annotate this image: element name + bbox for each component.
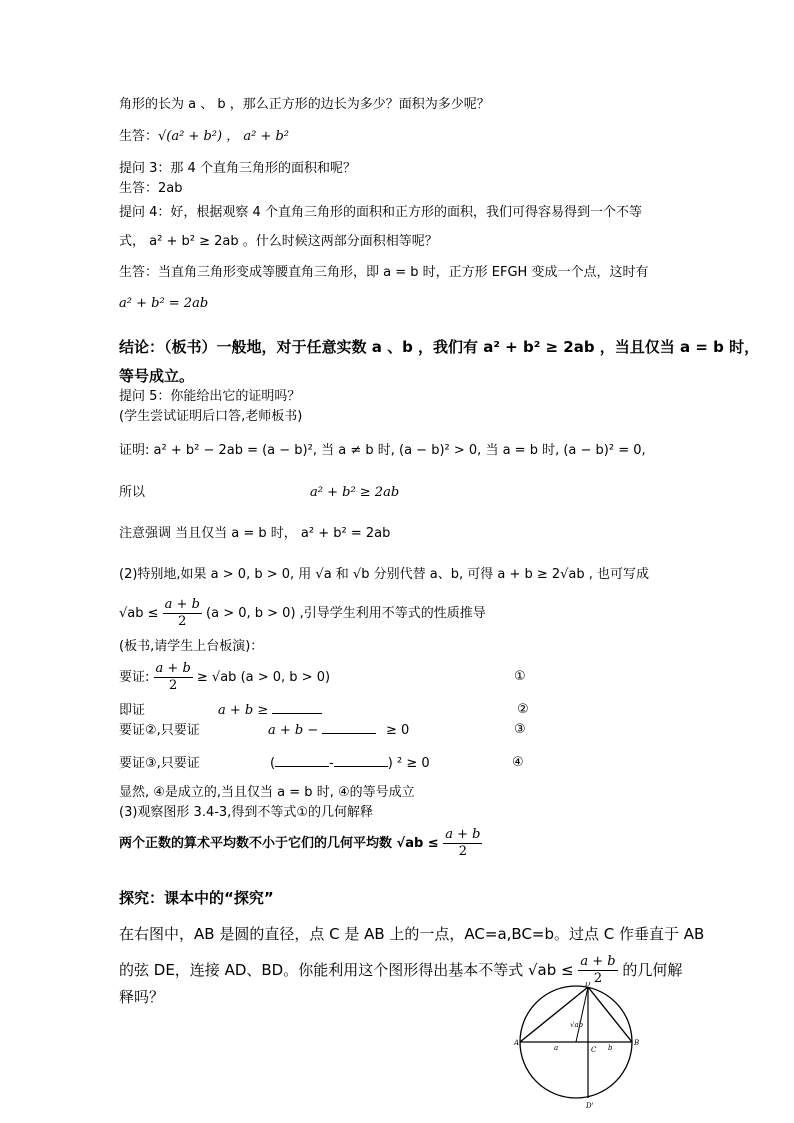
question-4-cont: 式， a² + b² ≥ 2ab 。什么时候这两部分面积相等呢？ — [119, 234, 438, 249]
marker-1: ① — [514, 669, 526, 684]
fraction-numerator: a + b — [155, 661, 191, 676]
answer-blank[interactable] — [272, 713, 322, 714]
fraction-numerator: a + b — [580, 954, 616, 969]
label-sqrt-ab: √ab — [570, 1021, 584, 1029]
circle-figure — [514, 982, 644, 1112]
label-a: a — [554, 1044, 559, 1052]
emphasis-line: 注意强调 当且仅当 a = b 时， a² + b² = 2ab — [119, 526, 391, 541]
marker-4: ④ — [512, 755, 524, 770]
point-e: D' — [586, 1102, 594, 1110]
label-b: b — [608, 1044, 613, 1052]
explore-text-1: 在右图中，AB 是圆的直径，点 C 是 AB 上的一点，AC=a,BC=b。过点 C 作垂直于 AB — [119, 925, 705, 943]
board-note: (板书,请学生上台板演)： — [119, 639, 264, 654]
conclusion: 结论：（板书）一般地，对于任意实数 a 、b ，我们有 a² + b² ≥ 2ab ，当且仅当 a = b 时， — [119, 338, 760, 356]
rewrite-lhs: √ab ≤ — [119, 606, 159, 621]
fraction-denominator: 2 — [178, 614, 187, 629]
fraction — [154, 661, 193, 694]
step-tail: ) ² ≥ 0 — [387, 756, 430, 771]
question-3: 提问 3：那 4 个直角三角形的面积和呢？ — [119, 161, 356, 176]
paren-open: ( — [270, 756, 276, 771]
fraction-numerator: a + b — [445, 827, 481, 842]
teacher-note: (学生尝试证明后口答,老师板书) — [119, 409, 303, 424]
rewrite-line — [119, 596, 486, 632]
answer-prefix: 生答： — [119, 129, 159, 144]
answer-blank[interactable] — [334, 766, 388, 767]
minus-sign: - — [329, 756, 334, 771]
step-math: a + b ≥ — [218, 703, 269, 718]
explore-text-3: 释吗？ — [119, 988, 165, 1006]
prove-step-2-math — [218, 702, 322, 720]
step-math: a + b − — [268, 723, 319, 738]
am-gm-statement — [119, 826, 482, 862]
rewrite-rhs: (a > 0, b > 0) ,引导学生利用不等式的性质推导 — [206, 606, 486, 621]
text-line: 角形的长为 a 、 b ，那么正方形的边长为多少？面积为多少呢？ — [119, 97, 490, 112]
special-case: (2)特别地,如果 a > 0, b > 0, 用 √a 和 √b 分别代替 a、b, 可得 a + b ≥ 2√ab , 也可写成 — [119, 567, 650, 582]
answer-blank[interactable] — [275, 766, 329, 767]
point-a: A — [514, 1039, 520, 1047]
observe-line: (3)观察图形 3.4-3,得到不等式①的几何解释 — [119, 805, 373, 820]
marker-3: ③ — [514, 722, 526, 737]
fraction-denominator: 2 — [169, 678, 178, 693]
point-c: C — [591, 1046, 597, 1054]
fraction-denominator: 2 — [458, 844, 467, 859]
proof-line: 证明: a² + b² − 2ab = (a − b)², 当 a ≠ b 时, (a − b)² > 0, 当 a = b 时, (a − b)² = 0, — [119, 443, 646, 458]
answer-math: √(a² + b²) ， a² + b² — [158, 129, 290, 144]
step-label: 要证: — [119, 670, 150, 685]
prove-step-4-math — [270, 755, 430, 773]
step-math: ≥ √ab (a > 0, b > 0) — [196, 670, 331, 685]
therefore-math: a² + b² ≥ 2ab — [310, 485, 400, 500]
student-answer-2: 生答：2ab — [119, 181, 183, 196]
prove-step-3-math — [268, 722, 376, 740]
equality-line: a² + b² = 2ab — [119, 296, 209, 311]
obvious-line: 显然, ④是成立的,当且仅当 a = b 时, ④的等号成立 — [119, 785, 415, 800]
conclusion-cont: 等号成立。 — [119, 367, 195, 385]
explore-text: 的弦 DE，连接 AD、BD。你能利用这个图形得出基本不等式 √ab ≤ — [119, 961, 574, 979]
statement-text: 两个正数的算术平均数不小于它们的几何平均数 √ab ≤ — [119, 836, 439, 851]
prove-step-3-rel: ≥ 0 — [386, 723, 410, 738]
explore-heading: 探究：课本中的“探究” — [119, 889, 274, 907]
fraction-numerator: a + b — [164, 597, 200, 612]
fraction — [443, 827, 482, 860]
fraction — [163, 597, 202, 630]
therefore-label: 所以 — [119, 485, 146, 500]
prove-step-3-label: 要证②,只要证 — [119, 723, 200, 738]
question-4: 提问 4：好，根据观察 4 个直角三角形的面积和正方形的面积，我们可得容易得到一个不等 — [119, 205, 642, 220]
point-b: B — [634, 1039, 640, 1047]
point-d: D — [585, 982, 591, 988]
prove-step-1 — [119, 660, 330, 696]
answer-blank[interactable] — [322, 733, 376, 734]
student-answer-3: 生答：当直角三角形变成等腰直角三角形，即 a = b 时，正方形 EFGH 变成一个点，这时有 — [119, 265, 649, 280]
marker-2: ② — [517, 702, 529, 717]
prove-step-4-label: 要证③,只要证 — [119, 756, 200, 771]
student-answer-1 — [119, 128, 289, 146]
fraction-denominator: 2 — [593, 971, 603, 986]
explore-text-tail: 的几何解 — [622, 961, 683, 979]
prove-step-2-label: 即证 — [119, 703, 146, 718]
question-5: 提问 5：你能给出它的证明吗？ — [119, 389, 301, 404]
